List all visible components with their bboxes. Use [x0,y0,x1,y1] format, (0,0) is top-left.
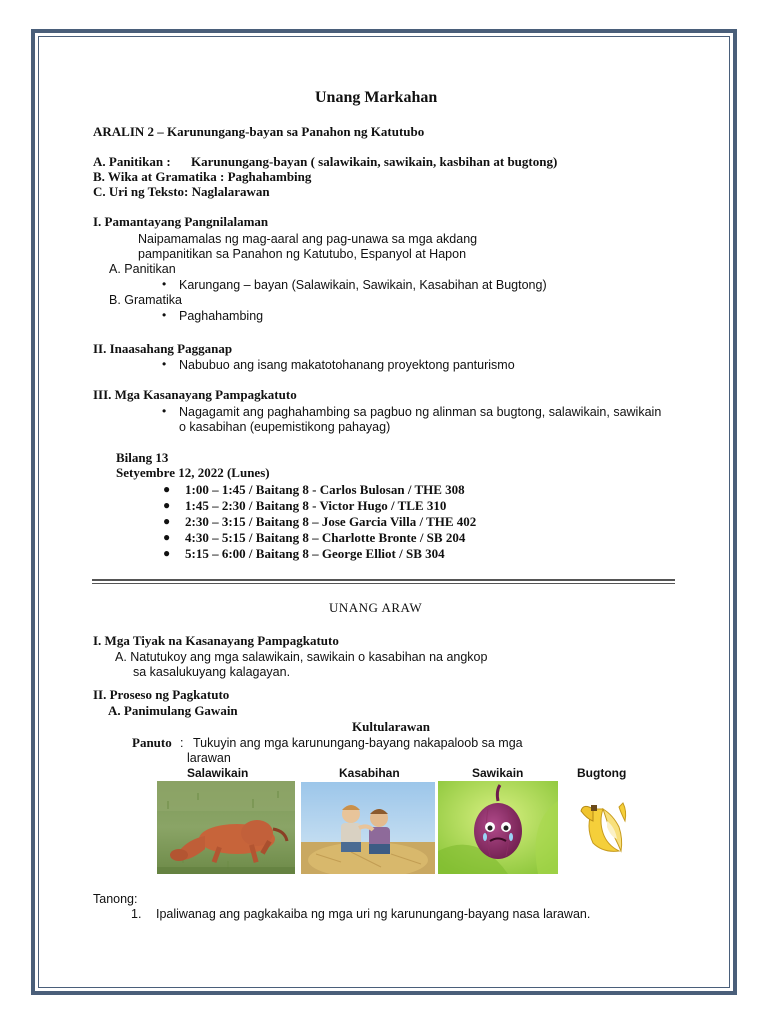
bullet: • [162,308,167,322]
section-1-a-item: Karungang – bayan (Salawikain, Sawikain, Kasabihan at Bugtong) [179,278,547,292]
schedule-item: 1:45 – 2:30 / Baitang 8 - Victor Hugo / TLE 310 [185,498,447,513]
document-title: Unang Markahan [315,89,438,106]
bullet: ● [163,482,171,496]
panuto-line2: larawan [187,751,231,765]
section-2-item: Nabubuo ang isang makatotohanang proyektong panturismo [179,358,515,372]
section-3-item-line2: o kasabihan (eupemistikong pahayag) [179,420,391,434]
tiyak-heading: I. Mga Tiyak na Kasanayang Pampagkatuto [93,633,339,648]
panitikan-value: Karunungang-bayan ( salawikain, sawikain, kasbihan at bugtong) [191,154,558,169]
proseso-heading: II. Proseso ng Pagkatuto [93,687,230,702]
section-divider [92,583,675,584]
tanong-label: Tanong: [93,892,138,906]
uri-line: C. Uri ng Teksto: Naglalarawan [93,184,270,199]
schedule-date: Setyembre 12, 2022 (Lunes) [116,465,270,480]
section-1-heading: I. Pamantayang Pangnilalaman [93,214,269,229]
image-label-sawikain: Sawikain [472,766,524,780]
day-heading: UNANG ARAW [329,600,423,615]
panitikan-label: A. Panitikan : [93,154,171,169]
section-1-desc-line2: pampanitikan sa Panahon ng Katutubo, Espanyol at Hapon [138,247,467,261]
image-label-salawikain: Salawikain [187,766,249,780]
panuto-colon: : [180,736,184,750]
section-1-desc-line1: Naipamamalas ng mag-aaral ang pag-unawa sa mga akdang [138,232,478,246]
bullet: • [162,277,167,291]
panimula-heading: A. Panimulang Gawain [108,703,238,718]
panuto-line1: Tukuyin ang mga karunungang-bayang nakapaloob sa mga [193,736,523,750]
bullet: ● [163,530,171,544]
aralin-heading: ARALIN 2 – Karunungang-bayan sa Panahon ng Katutubo [93,124,425,139]
tiyak-line1: A. Natutukoy ang mga salawikain, sawikain o kasabihan na angkop [115,650,488,664]
section-2-heading: II. Inaasahang Pagganap [93,341,233,356]
bullet: ● [163,498,171,512]
crying-onion-image [438,781,558,874]
section-divider [92,579,675,581]
schedule-item: 4:30 – 5:15 / Baitang 8 – Charlotte Bronte / SB 204 [185,530,466,545]
bilang-label: Bilang 13 [116,450,169,465]
section-3-heading: III. Mga Kasanayang Pampagkatuto [93,387,297,402]
wika-line: B. Wika at Gramatika : Paghahambing [93,169,312,184]
schedule-item: 5:15 – 6:00 / Baitang 8 – George Elliot / SB 304 [185,546,445,561]
bullet: • [162,404,167,418]
panuto-label: Panuto [132,735,172,750]
section-1-b-label: B. Gramatika [109,293,182,307]
section-3-item-line1: Nagagamit ang paghahambing sa pagbuo ng alinman sa bugtong, salawikain, sawikain [179,405,662,419]
schedule-item: 2:30 – 3:15 / Baitang 8 – Jose Garcia Villa / THE 402 [185,514,477,529]
schedule-item: 1:00 – 1:45 / Baitang 8 - Carlos Bulosan / THE 308 [185,482,465,497]
question-1-text: Ipaliwanag ang pagkakaiba ng mga uri ng karunungang-bayang nasa larawan. [156,907,591,921]
image-label-bugtong: Bugtong [577,766,627,780]
bullet: ● [163,546,171,560]
section-1-b-item: Paghahambing [179,309,264,323]
tiyak-line2: sa kasalukuyang kalagayan. [133,665,291,679]
bullet: ● [163,514,171,528]
banana-image [563,781,651,874]
image-label-kasabihan: Kasabihan [339,766,400,780]
activity-title: Kultularawan [352,719,431,734]
section-1-a-label: A. Panitikan [109,262,176,276]
children-hay-image [301,782,435,874]
horse-lying-image [157,781,295,874]
bullet: • [162,357,167,371]
question-1-number: 1. [131,907,142,921]
